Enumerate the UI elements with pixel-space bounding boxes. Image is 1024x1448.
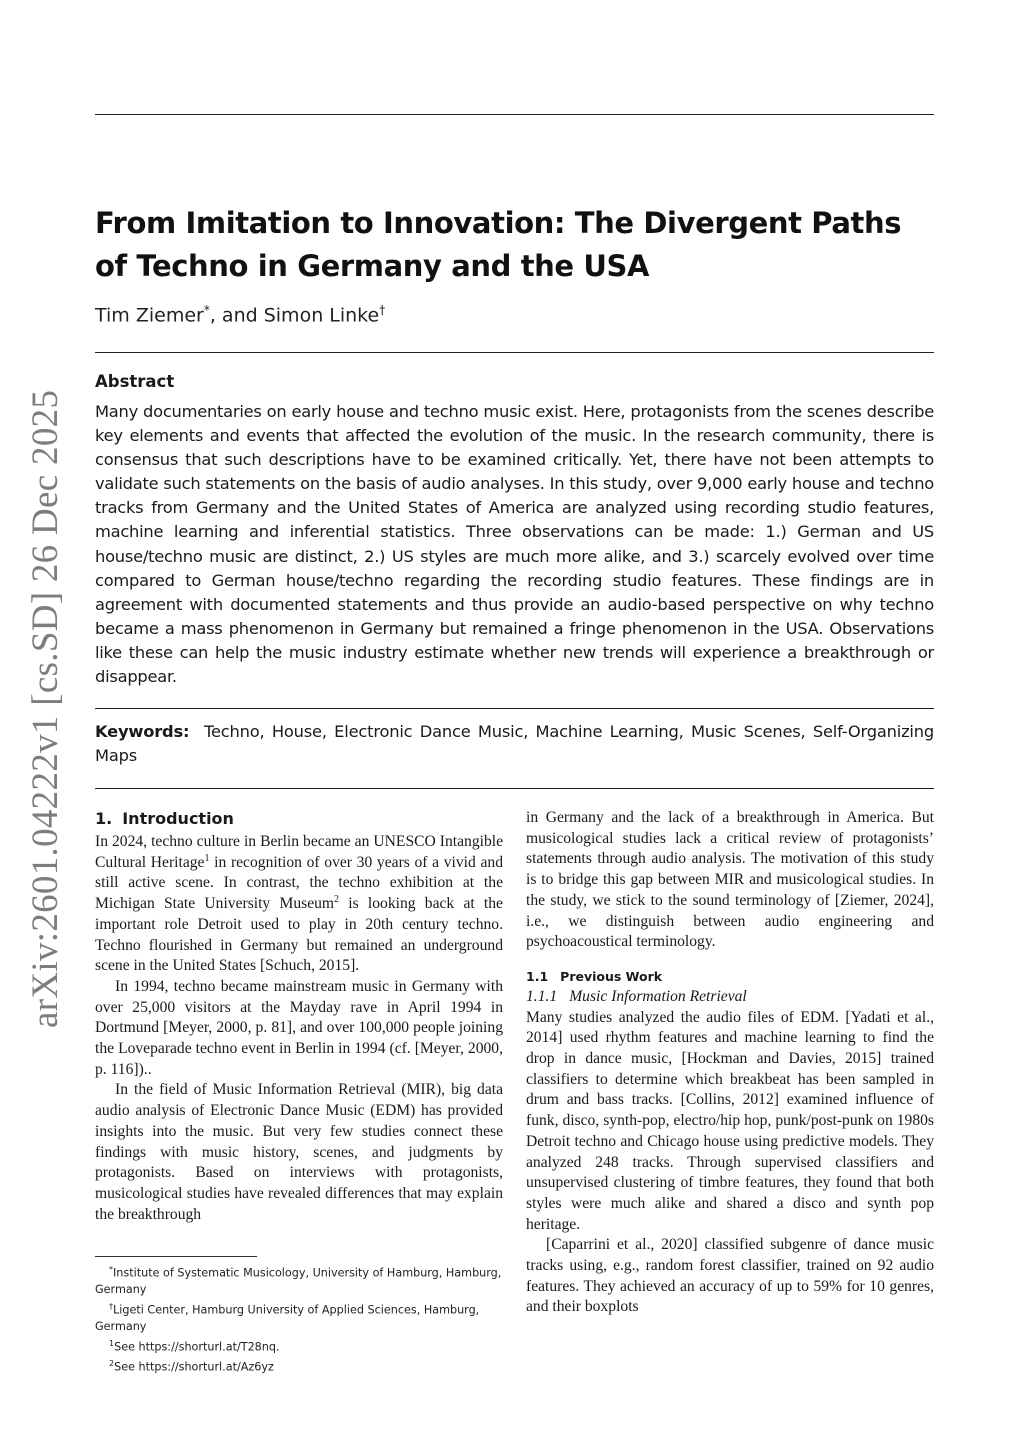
footnote-ref-2[interactable]: 2 <box>334 893 340 905</box>
subsubsection-number: 1.1.1 <box>526 987 558 1005</box>
author-1: Tim Ziemer <box>95 304 204 327</box>
intro-p1-text-a: In 2024, techno culture in Berlin became an UNESCO Intangible Cultural Heritage <box>95 833 503 871</box>
footnotes <box>95 1262 503 1377</box>
introduction-heading <box>95 808 503 830</box>
subsection-number: 1.1 <box>526 968 549 984</box>
intro-paragraph-4: in Germany and the lack of a breakthrough in America. But musicological studies lack a critical review of protagonists’ statements through audio analysis. The motivation of this study is to bridge this gap between MIR and musicological studies. In the study, we stick to the sound terminology of [Ziemer, 2024], i.e., we distinguish between audio engineering and psychoacoustical terminology. <box>526 809 934 951</box>
section-number: 1. <box>95 809 113 828</box>
intro-paragraph-2: In 1994, techno became mainstream music in Germany with over 25,000 visitors at the Mayday rave in April 1994 in Dortmund [Meyer, 2000, p. 81], and over 100,000 people joining the Loveparade techno event in Berlin in 1994 (cf. [Meyer, 2000, p. 116]).. <box>95 977 503 1078</box>
title-rule <box>95 352 934 353</box>
author-1-mark: * <box>203 303 210 317</box>
intro-paragraph-1 <box>95 832 503 977</box>
keywords-text: Techno, House, Electronic Dance Music, Machine Learning, Music Scenes, Self-Organizing Maps <box>95 722 935 765</box>
footnote-text: Institute of Systematic Musicology, University of Hamburg, Hamburg, Germany <box>95 1266 502 1297</box>
footnote-link[interactable]: See https://shorturl.at/T28nq. <box>114 1340 280 1354</box>
author-2: Simon Linke <box>263 304 380 327</box>
arxiv-stamp: arXiv:2601.04222v1 [cs.SD] 26 Dec 2025 <box>25 389 66 1028</box>
footnote-mark: * <box>109 1265 113 1274</box>
footnote-affiliation-2 <box>95 1299 503 1336</box>
footnote-mark: 1 <box>109 1338 115 1348</box>
mir-heading <box>526 987 934 1008</box>
footnote-ref-1[interactable]: 1 <box>204 852 210 864</box>
footnote-rule <box>95 1256 257 1257</box>
footnote-link[interactable]: See https://shorturl.at/Az6yz <box>114 1360 274 1374</box>
author-separator: , and <box>209 304 264 327</box>
keywords <box>95 720 934 768</box>
author-line <box>95 303 934 326</box>
subsection-title: Previous Work <box>560 968 663 984</box>
footnote-2 <box>95 1356 503 1376</box>
keywords-label: Keywords: <box>95 722 190 741</box>
abstract-text: Many documentaries on early house and techno music exist. Here, protagonists from the scenes describe key elements and events that affected the evolution of the music. In the research community, there is consensus that such descriptions have to be examined critically. Yet, there have not been attempts to validate such statements on the basis of audio analyses. In this study, over 9,000 early house and techno tracks from Germany and the United States of America are analyzed using recording studio features, machine learning and inferential statistics. Three observations can be made: 1.) German and US house/techno music are distinct, 2.) US styles are much more alike, and 3.) scarcely evolved over time compared to German house/techno regarding the recording studio features. These findings are in agreement with documented statements and thus provide an audio-based perspective on why techno became a mass phenomenon in Germany but remained a fringe phenomenon in the USA. Observations like these can help the music industry estimate whether new trends will experience a breakthrough or disappear. <box>95 402 934 687</box>
intro-p1-text-b: in recognition of over 30 years of a vivid and still active scene. In contrast, the techno exhibition at the Michigan State University Museum <box>95 853 504 913</box>
abstract-heading: Abstract <box>95 372 175 391</box>
author-2-mark: † <box>379 303 386 317</box>
subsubsection-title: Music Information Retrieval <box>569 987 747 1005</box>
abstract-rule <box>95 708 934 709</box>
footnote-affiliation-1 <box>95 1262 503 1299</box>
keywords-rule <box>95 788 934 789</box>
footnote-mark: † <box>109 1301 113 1311</box>
previous-work-paragraph-1: Many studies analyzed the audio files of EDM. [Yadati et al., 2014] used rhythm features and machine learning to find the drop in dance music, [Hockman and Davies, 2015] trained classifiers to determine which breakbeat has been sampled in drum and bass tracks. [Collins, 2012] examined influence of funk, disco, synth-pop, electro/hip hop, punk/post-punk on 1980s Detroit techno and Chicago house using predictive models. They analyzed 248 tracks. Through supervised classifiers and unsupervised clustering of timbre features, they found that both styles were much alike and shared a disco and synth pop heritage. <box>526 1008 934 1233</box>
top-rule <box>95 114 934 115</box>
right-column <box>526 808 934 1318</box>
footnote-1 <box>95 1336 503 1356</box>
section-title: Introduction <box>122 809 234 828</box>
intro-paragraph-3: In the field of Music Information Retrieval (MIR), big data audio analysis of Electronic Dance Music (EDM) has provided insights into the music. But very few studies connect these findings with music history, scenes, and judgments by protagonists. Based on interviews with protagonists, musicological studies have revealed differences that may explain the breakthrough <box>95 1081 503 1223</box>
left-column <box>95 808 503 1225</box>
paper-title: From Imitation to Innovation: The Divergent Paths of Techno in Germany and the USA <box>95 206 902 283</box>
previous-work-paragraph-2: [Caparrini et al., 2020] classified subgenre of dance music tracks using, e.g., random forest classifier, trained on 92 audio features. They achieved an accuracy of up to 59% for 10 genres, and their boxplots <box>526 1236 934 1316</box>
footnote-mark: 2 <box>109 1359 115 1369</box>
footnote-text: Ligeti Center, Hamburg University of Applied Sciences, Hamburg, Germany <box>95 1303 480 1334</box>
intro-p1-text-c: is looking back at the important role Detroit used to play in 20th century techno. Techno flourished in Germany but remained an underground scene in the United States [Schuch, 2015]. <box>95 895 503 975</box>
previous-work-heading <box>526 967 934 987</box>
